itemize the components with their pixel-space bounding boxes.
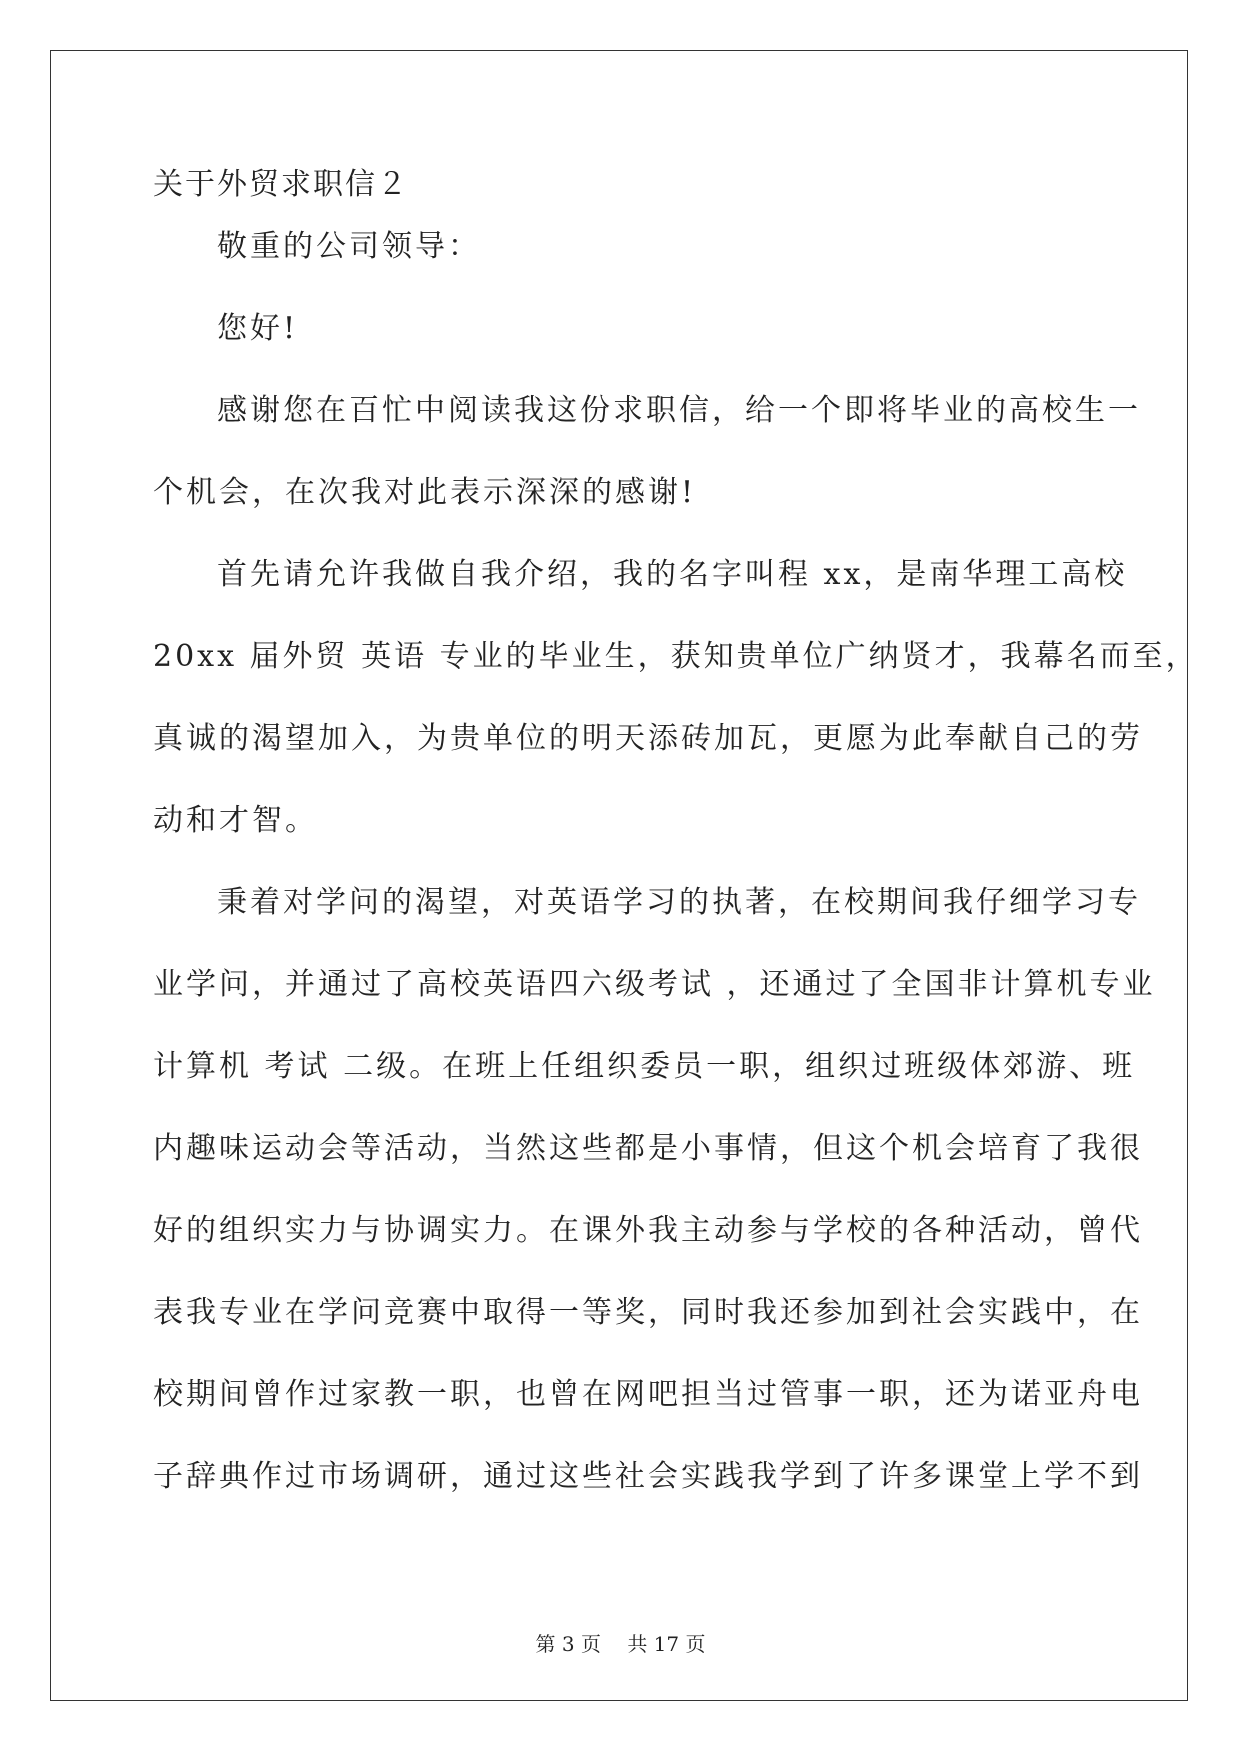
text-line: 个机会，在次我对此表示深深的感谢! — [153, 475, 697, 510]
text-line: 敬重的公司领导： — [217, 229, 481, 264]
text-line: 子辞典作过市场调研，通过这些社会实践我学到了许多课堂上学不到 — [153, 1459, 1143, 1494]
page-footer — [0, 1628, 1241, 1657]
text-line: 表我专业在学问竞赛中取得一等奖，同时我还参加到社会实践中，在 — [153, 1295, 1143, 1330]
text-line: 真诚的渴望加入，为贵单位的明天添砖加瓦，更愿为此奉献自己的劳 — [153, 721, 1143, 756]
text-line: 校期间曾作过家教一职，也曾在网吧担当过管事一职，还为诺亚舟电 — [153, 1377, 1143, 1412]
page-total: 共 17 页 — [627, 1632, 706, 1656]
text-line: 动和才智。 — [153, 803, 318, 838]
document-title: 关于外贸求职信２ — [153, 167, 409, 202]
text-line: 计算机 考试 二级。在班上任组织委员一职，组织过班级体郊游、班 — [153, 1049, 1136, 1084]
text-line: 首先请允许我做自我介绍，我的名字叫程 xx，是南华理工高校 — [217, 557, 1128, 592]
text-line: 业学问，并通过了高校英语四六级考试 ，还通过了全国非计算机专业 — [153, 967, 1156, 1002]
text-line: 感谢您在百忙中阅读我这份求职信，给一个即将毕业的高校生一 — [217, 393, 1141, 428]
text-line: 20xx 届外贸 英语 专业的毕业生，获知贵单位广纳贤才，我幕名而至， — [153, 639, 1199, 674]
text-line: 内趣味运动会等活动，当然这些都是小事情，但这个机会培育了我很 — [153, 1131, 1143, 1166]
document-body — [153, 206, 1199, 1518]
text-line: 好的组织实力与协调实力。在课外我主动参与学校的各种活动，曾代 — [153, 1213, 1143, 1248]
text-line: 秉着对学问的渴望，对英语学习的执著，在校期间我仔细学习专 — [217, 885, 1141, 920]
text-line: 您好! — [217, 311, 299, 346]
page-number: 第 3 页 — [535, 1632, 601, 1656]
